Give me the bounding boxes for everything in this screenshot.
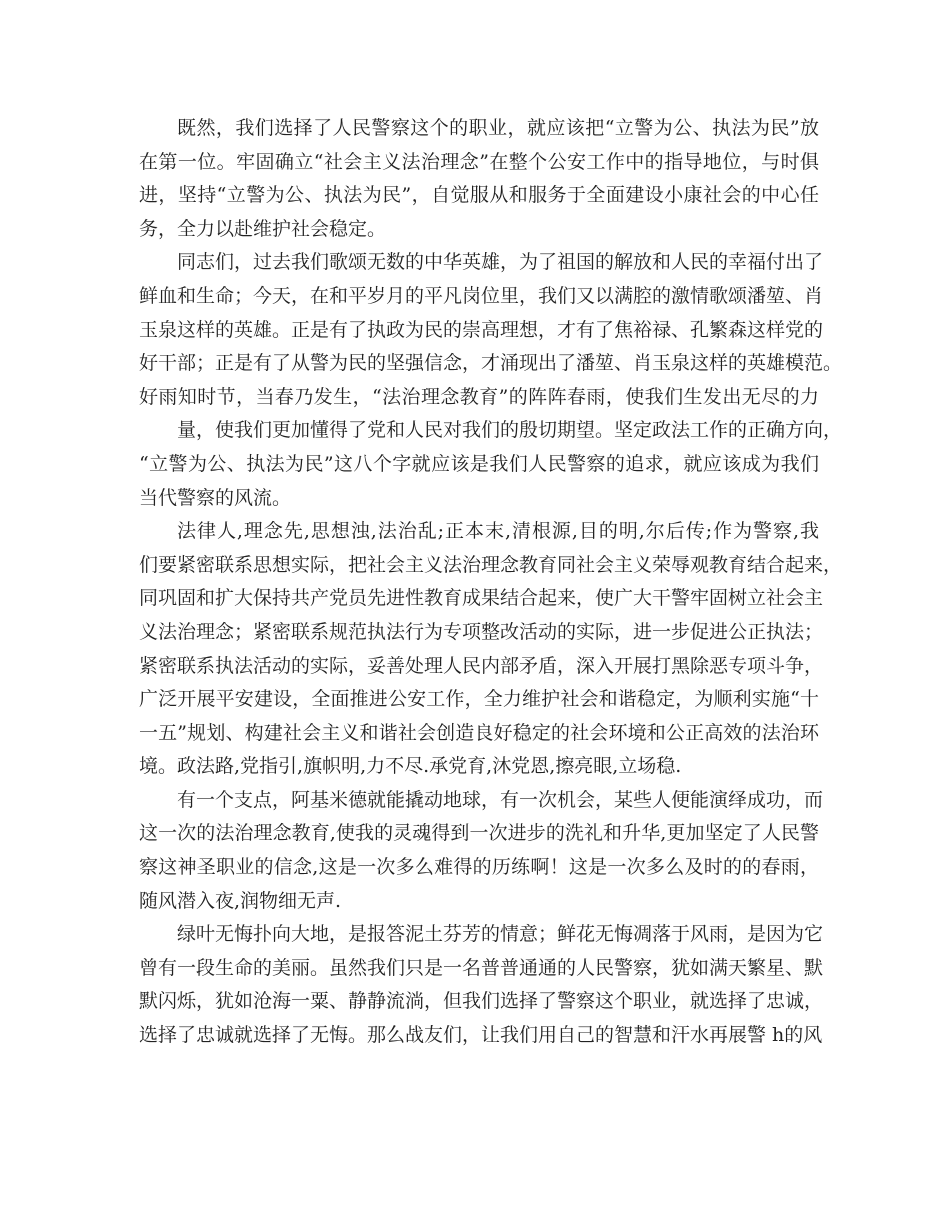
text-line: 在第一位。牢固确立“社会主义法治理念”在整个公安工作中的指导地位，与时俱 [139,150,819,173]
text-line: 同志们，过去我们歌颂无数的中华英雄，为了祖国的解放和人民的幸福付出了 [177,251,824,274]
text-line: 随风潜入夜,润物细无声. [139,889,342,912]
text-line: 察这神圣职业的信念,这是一次多么难得的历练啊！这是一次多么及时的的春雨， [139,856,819,879]
text-line: 玉泉这样的英雄。正是有了执政为民的崇高理想，才有了焦裕禄、孔繁森这样党的 [139,318,824,341]
text-line: 一五”规划、构建社会主义和谐社会创造良好稳定的社会环境和公正高效的法治环 [139,721,819,744]
paragraph-3 [139,414,843,515]
text-line: 务，全力以赴维护社会稳定。 [139,217,387,240]
paragraph-5 [139,784,824,918]
text-line: 好雨知时节，当春乃发生，“法治理念教育”的阵阵春雨，使我们生发出无尽的力 [139,385,819,408]
text-line: 默闪烁，犹如沧海一粟、静静流淌，但我们选择了警察这个职业，就选择了忠诚， [139,990,824,1013]
text-line: “立警为公、执法为民”这八个字就应该是我们人民警察的追求，就应该成为我们 [139,452,819,475]
text-line: 有一个支点，阿基米德就能撬动地球，有一次机会，某些人便能演绎成功，而 [177,788,824,811]
document-body [139,112,843,1053]
text-line: 义法治理念；紧密联系规范执法行为专项整改活动的实际，进一步促进公正执法； [139,620,824,643]
paragraph-6 [139,918,824,1052]
text-line: 同巩固和扩大保持共产党员先进性教育成果结合起来，使广大干警牢固树立社会主 [139,587,824,610]
text-line: 们要紧密联系思想实际，把社会主义法治理念教育同社会主义荣辱观教育结合起来， [139,553,843,576]
text-line: 广泛开展平安建设，全面推进公安工作，全力维护社会和谐稳定，为顺利实施“十 [139,688,819,711]
paragraph-4 [139,515,843,784]
paragraph-1 [139,112,819,246]
text-line: 法律人,理念先,思想浊,法治乱;正本末,清根源,目的明,尔后传;作为警察,我 [177,520,819,543]
text-line: 选择了忠诚就选择了无悔。那么战友们，让我们用自己的智慧和汗水再展警 h的风 [139,1024,823,1047]
text-line: 进，坚持“立警为公、执法为民”，自觉服从和服务于全面建设小康社会的中心任 [139,184,819,207]
text-line: 绿叶无悔扑向大地，是报答泥土芬芳的情意；鲜花无悔凋落于风雨，是因为它 [177,923,824,946]
text-line: 既然，我们选择了人民警察这个的职业，就应该把“立警为公、执法为民”放 [177,117,819,139]
paragraph-2 [139,246,843,414]
text-line: 曾有一段生命的美丽。虽然我们只是一名普普通通的人民警察，犹如满天繁星、默 [139,956,824,979]
text-line: 这一次的法治理念教育,使我的灵魂得到一次进步的洗礼和升华,更加坚定了人民警 [139,822,819,845]
text-line: 鲜血和生命；今天，在和平岁月的平凡岗位里，我们又以满腔的激情歌颂潘堃、肖 [139,284,824,307]
text-line: 量，使我们更加懂得了党和人民对我们的殷切期望。坚定政法工作的正确方向， [177,419,843,442]
text-line: 境。政法路,党指引,旗帜明,力不尽.承党育,沐党恩,擦亮眼,立场稳. [139,755,682,778]
text-line: 紧密联系执法活动的实际，妥善处理人民内部矛盾，深入开展打黑除恶专项斗争， [139,654,824,677]
text-line: 当代警察的风流。 [139,486,292,509]
text-line: 好干部；正是有了从警为民的坚强信念，才涌现出了潘堃、肖玉泉这样的英雄模范。 [139,352,843,375]
